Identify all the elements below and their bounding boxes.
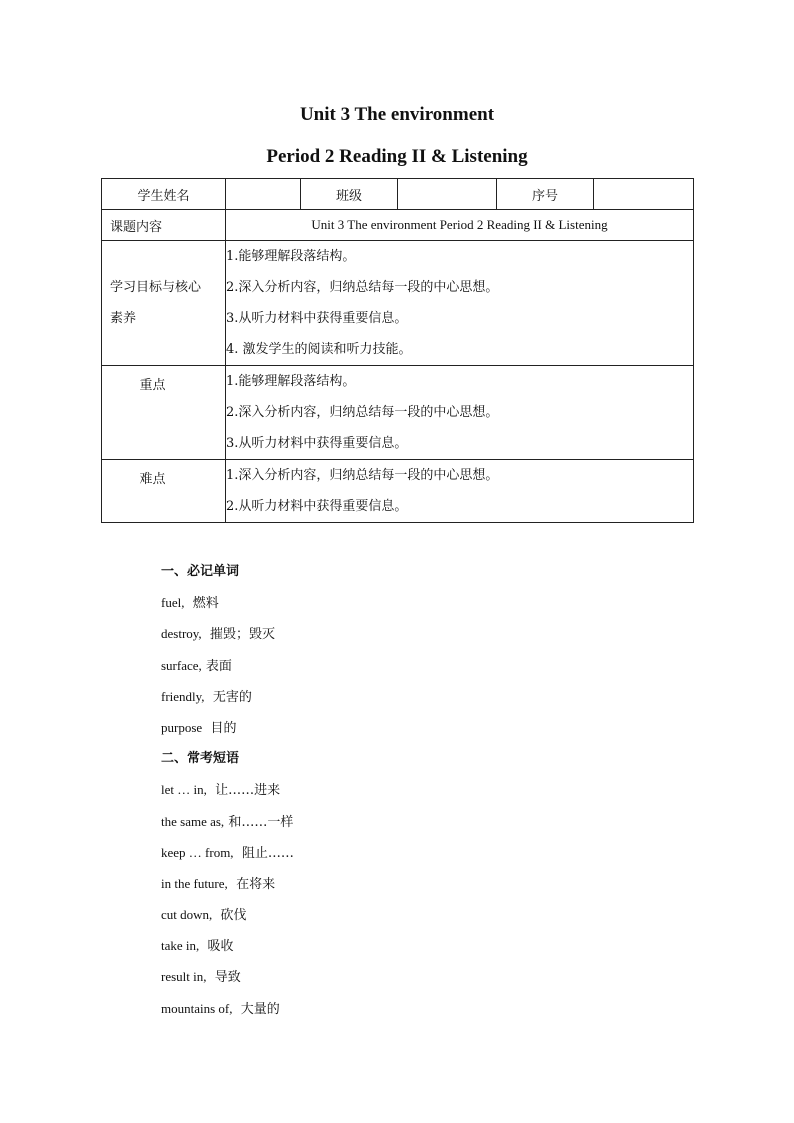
phrase-meaning: 砍伐: [220, 908, 247, 924]
phrase-meaning: 大量的: [240, 1001, 280, 1017]
phrase-text: keep … from,: [161, 844, 234, 860]
phrase-item: [161, 930, 294, 961]
number-field[interactable]: [594, 179, 694, 210]
vocab-item: [161, 587, 294, 618]
page-subtitle: Period 2 Reading II & Listening: [266, 146, 528, 167]
class-field[interactable]: [398, 179, 497, 210]
objectives-label-line1: 学习目标与核心: [110, 280, 202, 295]
vocab-item: [161, 650, 294, 681]
objective-item: 2.深入分析内容，归纳总结每一段的中心思想。: [226, 280, 499, 295]
vocab-meaning: 目的: [210, 720, 237, 736]
key-points-label: 重点: [102, 366, 226, 460]
vocab-word: destroy,: [161, 626, 202, 642]
vocab-word: surface,: [161, 657, 202, 673]
vocab-word: purpose: [161, 719, 203, 735]
phrase-text: cut down,: [161, 907, 213, 923]
objectives-row: [102, 241, 694, 366]
key-points-list: [226, 366, 694, 460]
objective-item: 3.从听力材料中获得重要信息。: [226, 311, 408, 326]
phrase-meaning: 阻止……: [241, 845, 294, 861]
key-point-item: 3.从听力材料中获得重要信息。: [226, 436, 408, 451]
difficulty-item: 1.深入分析内容，归纳总结每一段的中心思想。: [226, 468, 499, 483]
vocab-meaning: 无害的: [212, 689, 252, 705]
difficulties-row: [102, 460, 694, 523]
phrase-text: result in,: [161, 969, 207, 985]
phrase-meaning: 导致: [214, 970, 241, 986]
objectives-label: [102, 241, 226, 366]
vocab-meaning: 摧毁；毁灭: [209, 627, 275, 643]
student-name-label: 学生姓名: [102, 179, 226, 210]
objective-item: 1.能够理解段落结构。: [226, 249, 356, 264]
number-label: 序号: [497, 179, 594, 210]
vocab-item: [161, 712, 294, 743]
vocab-meaning: 表面: [205, 658, 232, 674]
phrase-item: [161, 868, 294, 899]
vocab-word: fuel,: [161, 595, 185, 611]
lesson-info-table: [101, 178, 694, 523]
phrase-meaning: 和……一样: [228, 814, 294, 830]
objectives-list: [226, 241, 694, 366]
student-info-row: [102, 179, 694, 210]
phrase-item: [161, 837, 294, 868]
difficulties-label: 难点: [102, 460, 226, 523]
phrase-text: let … in,: [161, 782, 207, 798]
topic-value: Unit 3 The environment Period 2 Reading II & Listening: [226, 210, 694, 241]
objectives-label-line2: 素养: [110, 311, 137, 326]
phrase-meaning: 在将来: [236, 876, 276, 892]
key-point-item: 2.深入分析内容，归纳总结每一段的中心思想。: [226, 405, 499, 420]
phrase-meaning: 吸收: [207, 939, 234, 955]
vocab-meaning: 燃料: [192, 596, 219, 612]
phrase-item: [161, 993, 294, 1024]
phrase-text: the same as,: [161, 813, 225, 829]
vocab-word: friendly,: [161, 688, 205, 704]
phrase-item: [161, 774, 294, 805]
phrases-heading: 二、常考短语: [161, 751, 240, 767]
vocabulary-heading: 一、必记单词: [161, 564, 240, 579]
page-title: Unit 3 The environment: [299, 104, 495, 125]
phrase-item: [161, 806, 294, 837]
vocab-item: [161, 618, 294, 649]
study-content: [161, 556, 294, 1024]
phrase-item: [161, 961, 294, 992]
phrase-item: [161, 899, 294, 930]
phrase-text: take in,: [161, 938, 200, 954]
difficulty-item: 2.从听力材料中获得重要信息。: [226, 499, 408, 514]
phrase-meaning: 让……进来: [215, 783, 281, 799]
key-point-item: 1.能够理解段落结构。: [226, 374, 356, 389]
topic-label: 课题内容: [102, 210, 226, 241]
key-points-row: [102, 366, 694, 460]
vocab-item: [161, 681, 294, 712]
difficulties-list: [226, 460, 694, 523]
phrase-text: mountains of,: [161, 1000, 233, 1016]
class-label: 班级: [301, 179, 398, 210]
objective-item: 4. 激发学生的阅读和听力技能。: [226, 342, 412, 357]
topic-row: [102, 210, 694, 241]
student-name-field[interactable]: [226, 179, 301, 210]
phrase-text: in the future,: [161, 875, 228, 891]
